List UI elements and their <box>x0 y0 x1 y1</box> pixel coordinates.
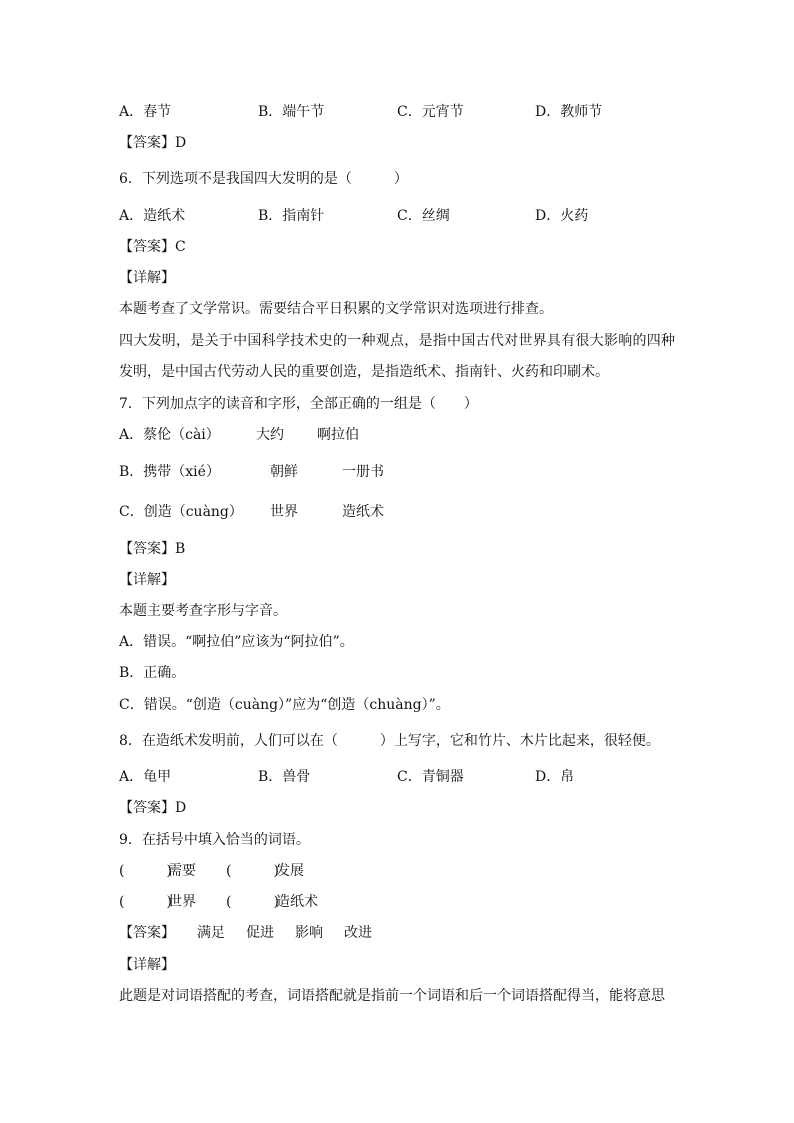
q6-option-c: C．丝绸 <box>397 208 450 224</box>
q9-detail-text-1: 此题是对词语搭配的考查，词语搭配就是指前一个词语和后一个词语搭配得当，能将意思 <box>119 988 665 1004</box>
q7-option-row-b <box>119 462 679 482</box>
q6-option-b: B．指南针 <box>258 208 325 224</box>
q5-option-a: A．春节 <box>119 104 172 120</box>
q9-answer-word: 满足 <box>197 925 225 941</box>
q7-detail-text-4: C．错误。“创造（cuàng）”应为“创造（chuàng）”。 <box>119 697 450 713</box>
q6-option-a: A．造纸术 <box>119 208 186 224</box>
q8-option-b: B．兽骨 <box>258 769 311 785</box>
q6-detail-text-2: 四大发明，是关于中国科学技术史的一种观点，是指中国古代对世界具有很大影响的四种发明，是中国古代劳动人民的重要创造，是指造纸术、指南针、火药和印刷术。 <box>119 333 675 380</box>
q7-option-a-word-1: A．蔡伦（cài） <box>119 427 220 443</box>
q7-option-row-a <box>119 425 679 445</box>
q9-blank-row-1 <box>119 861 679 881</box>
q8-options <box>119 767 679 787</box>
q9-word: 需要 <box>168 863 196 879</box>
q6-options <box>119 206 679 226</box>
q9-blank: ( ) <box>226 863 279 879</box>
q7-stem: 7．下列加点字的读音和字形，全部正确的一组是（ ） <box>119 396 478 412</box>
q9-blank: ( ) <box>226 894 279 910</box>
q6-detail-text-1: 本题考查了文学常识。需要结合平日积累的文学常识对选项进行排查。 <box>119 301 553 317</box>
q9-blank: ( ) <box>119 894 172 910</box>
q8-answer: 【答案】D <box>119 800 187 816</box>
q9-answer-word: 促进 <box>246 925 274 941</box>
q7-option-c-word-3: 造纸术 <box>342 504 384 520</box>
q9-detail-label: 【详解】 <box>119 957 175 973</box>
q9-answer-row <box>119 923 679 943</box>
q7-option-row-c <box>119 502 679 522</box>
q9-word: 世界 <box>168 894 196 910</box>
q9-blank-row-2 <box>119 892 679 912</box>
q6-option-d: D．火药 <box>535 208 589 224</box>
q8-option-c: C．青铜器 <box>397 769 464 785</box>
q7-option-a-word-3: 啊拉伯 <box>317 427 359 443</box>
q9-word: 发展 <box>276 863 304 879</box>
q7-detail-text-2: A．错误。“啊拉伯”应该为“阿拉伯”。 <box>119 634 354 650</box>
q7-option-c-word-2: 世界 <box>270 504 298 520</box>
q7-option-b-word-1: B．携带（xié） <box>119 464 220 480</box>
q5-option-d: D．教师节 <box>535 104 603 120</box>
q8-option-d: D．帛 <box>535 769 575 785</box>
q7-option-b-word-2: 朝鲜 <box>270 464 298 480</box>
q5-option-c: C．元宵节 <box>397 104 464 120</box>
q7-answer: 【答案】B <box>119 541 186 557</box>
q9-stem: 9．在括号中填入恰当的词语。 <box>119 832 310 848</box>
q8-stem: 8．在造纸术发明前，人们可以在（ ）上写字，它和竹片、木片比起来，很轻便。 <box>119 733 660 749</box>
q8-option-a: A．龟甲 <box>119 769 172 785</box>
q9-blank: ( ) <box>119 863 172 879</box>
q6-stem: 6．下列选项不是我国四大发明的是（ ） <box>119 171 408 187</box>
q9-answer-word: 影响 <box>295 925 323 941</box>
q9-answer-label: 【答案】 <box>119 925 175 941</box>
q7-detail-text-3: B．正确。 <box>119 665 186 681</box>
q5-options <box>119 102 679 122</box>
q7-detail-text-1: 本题主要考查字形与字音。 <box>119 603 287 619</box>
q7-detail-label: 【详解】 <box>119 572 175 588</box>
q9-answer-word: 改进 <box>344 925 372 941</box>
q6-detail-label: 【详解】 <box>119 270 175 286</box>
q7-option-b-word-3: 一册书 <box>342 464 384 480</box>
q7-option-a-word-2: 大约 <box>256 427 284 443</box>
q7-option-c-word-1: C．创造（cuàng） <box>119 504 243 520</box>
q5-answer: 【答案】D <box>119 135 187 151</box>
q6-answer: 【答案】C <box>119 239 186 255</box>
q5-option-b: B．端午节 <box>258 104 325 120</box>
q9-word: 造纸术 <box>276 894 318 910</box>
